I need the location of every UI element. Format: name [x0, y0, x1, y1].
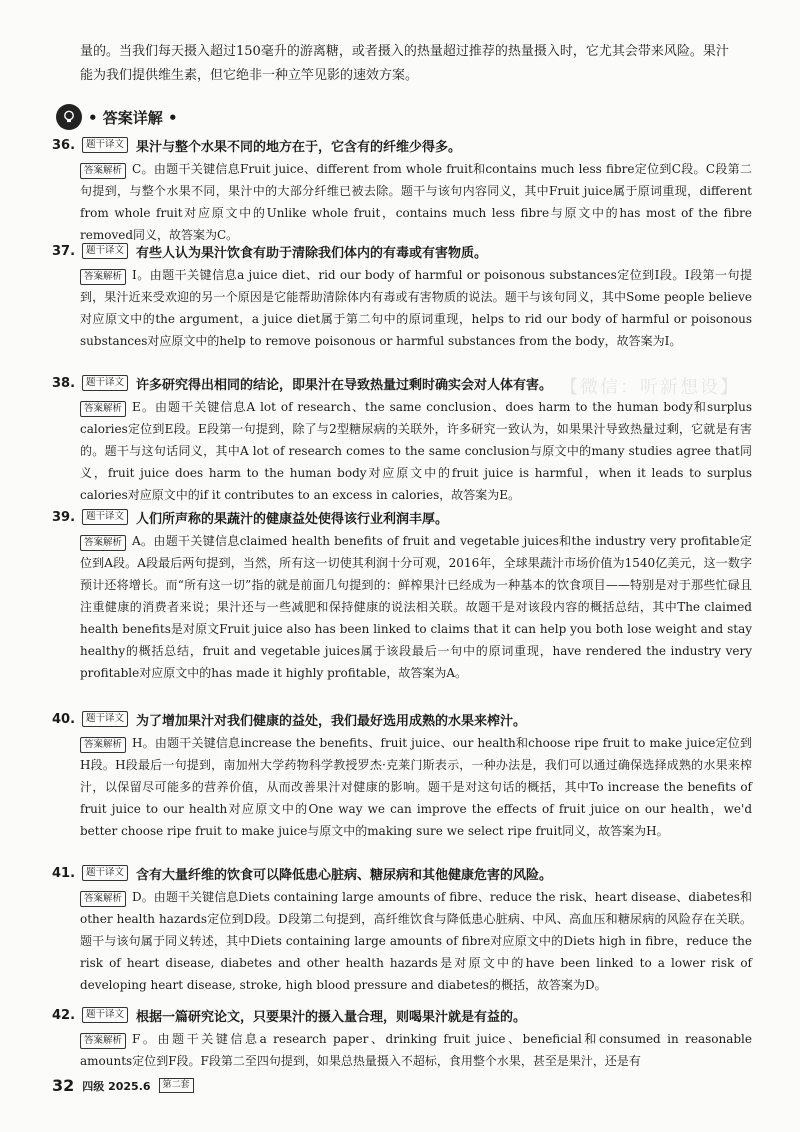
question-block-36 — [52, 134, 752, 246]
answer-text: C。由题干关键信息Fruit juice、different from whole fruit和contains much less fibre定位到C段。C段第二句提到，与整个水果不同，果汁中的大部分纤维已被去除。题干与该句内容同义，其中Fruit juice属于原词重现，different from whole fruit对应原文中的Unlike whole fruit，contains much less fibre与原文中的has most of the fibre removed同义，故答案为C。 — [80, 162, 752, 242]
answer-analysis-tag: 答案解析 — [80, 401, 126, 417]
answer-explanation — [52, 396, 752, 506]
question-number: 40. — [52, 711, 76, 727]
answer-explanation — [52, 732, 752, 842]
question-title: 含有大量纤维的饮食可以降低患心脏病、糖尿病和其他健康危害的风险。 — [136, 867, 553, 883]
section-title: • 答案详解 • — [88, 108, 178, 127]
question-title: 为了增加果汁对我们健康的益处，我们最好选用成熟的水果来榨汁。 — [136, 713, 527, 729]
question-translation-tag: 题干译文 — [82, 711, 128, 727]
question-number: 42. — [52, 1007, 76, 1023]
answer-analysis-tag: 答案解析 — [80, 163, 126, 179]
answer-explanation — [52, 158, 752, 246]
answer-analysis-tag: 答案解析 — [80, 737, 126, 753]
answer-explanation — [52, 886, 752, 996]
page-number: 32 — [52, 1076, 75, 1095]
answer-text: I。由题干关键信息a juice diet、rid our body of harmful or poisonous substances定位到I段。I段第一句提到，果汁近来受欢迎的另一个原因是它能帮助清除体内有毒或有害物质的说法。题干与该句同义，其中Some people believe对应原文中的the argument，a juice diet属于第二句中的原词重现，helps to rid our body of harmful or poisonous substances对应原文中的help to remove poisonous or harmful substances from the body，故答案为I。 — [80, 268, 752, 348]
answer-analysis-tag: 答案解析 — [80, 535, 126, 551]
question-translation-tag: 题干译文 — [82, 865, 128, 881]
intro-paragraph: 量的。当我们每天摄入超过150毫升的游离糖，或者摄入的热量超过推荐的热量摄入时，它尤其会带来风险。果汁能为我们提供维生素，但它绝非一种立竿见影的速效方案。 — [80, 44, 729, 83]
question-title: 根据一篇研究论文，只要果汁的摄入量合理，则喝果汁就是有益的。 — [136, 1009, 527, 1025]
question-translation-tag: 题干译文 — [82, 509, 128, 525]
question-title: 人们所声称的果蔬汁的健康益处使得该行业利润丰厚。 — [136, 511, 449, 527]
question-block-39 — [52, 506, 752, 684]
question-translation-tag: 题干译文 — [82, 375, 128, 391]
answer-analysis-tag: 答案解析 — [80, 269, 126, 285]
question-block-42 — [52, 1004, 752, 1072]
question-translation-tag: 题干译文 — [82, 137, 128, 153]
question-block-41 — [52, 862, 752, 996]
question-number: 41. — [52, 865, 76, 881]
question-title: 果汁与整个水果不同的地方在于，它含有的纤维少得多。 — [136, 139, 462, 155]
question-title: 许多研究得出相同的结论，即果汁在导致热量过剩时确实会对人体有害。 — [136, 377, 553, 393]
page-footer — [52, 1076, 194, 1095]
question-title: 有些人认为果汁饮食有助于清除我们体内的有毒或有害物质。 — [136, 245, 488, 261]
answer-text: H。由题干关键信息increase the benefits、fruit juice、our health和choose ripe fruit to make juice定位到H段。H段最后一句提到，南加州大学药物科学教授罗杰·克莱门斯表示，一种办法是，我们可以通过确保选择成熟的水果来榨汁，以保留尽可能多的营养价值，从而改善果汁对健康的影响。题干是对这句话的概括，其中To increase the benefits of fruit juice to our health对应原文中的One way we can improve the effects of fruit juice on our health，we'd better choose ripe fruit to make juice与原文中的making sure we select ripe fruit同义，故答案为H。 — [80, 736, 752, 838]
answer-text: F。由题干关键信息a research paper、drinking fruit juice、beneficial和consumed in reasonable amounts定位到F段。F段第二至四句提到，如果总热量摄入不超标，食用整个水果，甚至是果汁，还是有 — [80, 1032, 752, 1068]
set-label: 第二套 — [159, 1078, 194, 1093]
question-number: 38. — [52, 375, 76, 391]
issue-label: 四级 2025.6 — [82, 1079, 151, 1093]
question-number: 37. — [52, 243, 76, 259]
answer-analysis-tag: 答案解析 — [80, 1033, 126, 1049]
answer-explanation — [52, 1028, 752, 1072]
lightbulb-icon — [56, 104, 82, 130]
watermark: 【微信：听新想设】 — [560, 377, 740, 398]
answer-analysis-tag: 答案解析 — [80, 891, 126, 907]
question-number: 39. — [52, 509, 76, 525]
answer-text: E。由题干关键信息A lot of research、the same conclusion、does harm to the human body和surplus calories定位到E段。E段第一句提到，除了与2型糖尿病的关联外，许多研究一致认为，如果果汁导致热量过剩，它就是有害的。题干与这句话同义，其中A lot of research comes to the same conclusion与原文中的many studies agree that同义，fruit juice does harm to the human body对应原文中的fruit juice is harmful，when it leads to surplus calories对应原文中的if it contributes to an excess in calories，故答案为E。 — [80, 400, 752, 502]
answer-text: D。由题干关键信息Diets containing large amounts of fibre、reduce the risk、heart disease、diabetes和other health hazards定位到D段。D段第二句提到，高纤维饮食与降低患心脏病、中风、高血压和糖尿病的风险存在关联。题干与该句属于同义转述，其中Diets containing large amounts of fibre对应原文中的Diets high in fibre，reduce the risk of heart disease, diabetes and other health hazards是对原文中的have been linked to a lower risk of developing heart disease, stroke, high blood pressure and diabetes的概括，故答案为D。 — [80, 890, 752, 992]
section-header — [56, 104, 178, 130]
answer-text: A。由题干关键信息claimed health benefits of fruit and vegetable juices和the industry very profitable定位到A段。A段最后两句提到，当然，所有这一切使其利润十分可观，2016年，全球果蔬汁市场价值为1540亿美元，这一数字预计还将增长。而“所有这一切”指的就是前面几句提到的：鲜榨果汁已经成为一种基本的饮食项目——特别是对于那些忙碌且注重健康的消费者来说；果汁还与一些减肥和保持健康的说法相关联。故题干是对该段内容的概括总结，其中The claimed health benefits是对原文Fruit juice also has been linked to claims that it can help you both lose weight and stay healthy的概括总结，fruit and vegetable juices属于该段最后一句中的原词重现，have rendered the industry very profitable对应原文中的has made it highly profitable，故答案为A。 — [80, 534, 752, 680]
question-translation-tag: 题干译文 — [82, 1007, 128, 1023]
question-block-40 — [52, 708, 752, 842]
question-block-37 — [52, 240, 752, 352]
answer-explanation — [52, 530, 752, 684]
question-number: 36. — [52, 137, 76, 153]
answer-explanation — [52, 264, 752, 352]
question-translation-tag: 题干译文 — [82, 243, 128, 259]
